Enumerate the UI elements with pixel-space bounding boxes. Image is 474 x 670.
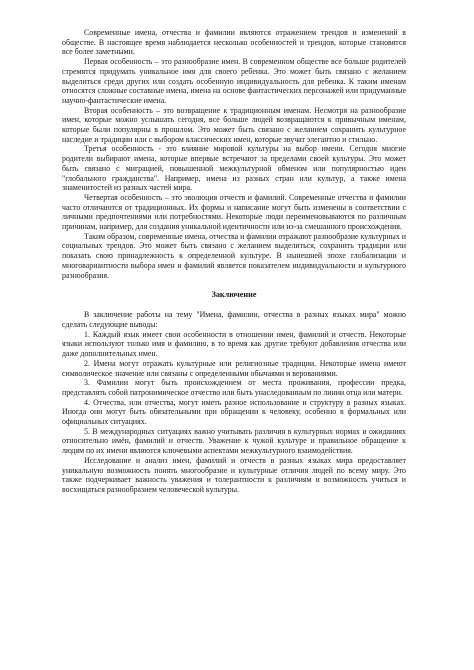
- conclusion-heading: Заключение: [211, 290, 257, 300]
- section-gap: [62, 280, 406, 290]
- conclusion-point-3: 3. Фамилии могут быть происхождением от места проживания, профессии предка, представлять собой патронимическое отчество или быть унаследованным по линии отца или матери.: [62, 378, 406, 397]
- intro-paragraph: Современные имена, отчества и фамилии являются отражением трендов и изменений в обществе. В настоящее время наблюдается несколько особенностей и трендов, которые становятся все более заметными.: [62, 28, 406, 57]
- fourth-feature-paragraph: Четвертая особенность – это эволюция отчеств и фамилий. Современные отчества и фамилии часто отличаются от традиционных. Их формы и написание могут быть изменены в соответствии с личными предпочтениями или потребностями. Некоторые люди переименовываются по различным причинам, например, для создания уникальной идентичности или из-за смешанного происхождения.: [62, 192, 406, 232]
- conclusion-point-4: 4. Отчества, или отчества, могут иметь разное использование и структуру в разных языках. Иногда они могут быть обязательными при обращении к человеку, особенно в формальных или официальных ситуациях.: [62, 397, 406, 427]
- third-feature-paragraph: Третья особенность - это влияние мировой культуры на выбор имени. Сегодня многие родители выбирают имена, которые впервые встречают за пределами своей культуры. Это может быть связано с миграцией, повышенной межкультурной обменом или популярностью идеи "глобального гражданства". Например, имена из разных стран или культур, а также имена знаменитостей из разных частей мира.: [62, 144, 406, 193]
- conclusion-final-paragraph: Исследование и анализ имен, фамилий и отчеств в разных языках мира предоставляет уникальную возможность понять многообразие и культурные отличия людей по всему миру. Это также подчеркивает важность уважения и толерантности к различиям и возможность учиться и восхищаться разнообразием человеческой культуры.: [62, 455, 406, 494]
- conclusion-intro-paragraph: В заключение работы на тему "Имена, фамилии, отчества в разных языках мира" можно сделать следующие выводы:: [62, 310, 406, 329]
- conclusion-point-2: 2. Имена могут отражать культурные или религиозные традиции. Некоторые имена имеют символическое значение или связаны с определенными обычаями и верованиями.: [62, 358, 406, 378]
- second-feature-paragraph: Вторая особенность – это возвращение к традиционным именам. Несмотря на разнообразие имен, которые можно услышать сегодня, все больше людей возвращаются к привычным именам, которые были популярны в прошлом. Это может быть связано с желанием сохранить культурное наследие и традиции или с выбором классических имен, которые звучат элегантно и стильно.: [62, 105, 406, 144]
- conclusion-point-1: 1. Каждый язык имеет свои особенности в отношении имен, фамилий и отчеств. Некоторые языки используют только имя и фамилию, в то время как другие требуют добавления отчества или даже дополнительных имен.: [62, 329, 406, 359]
- summary-paragraph: Таким образом, современные имена, отчества и фамилии отражают разнообразие культурных и социальных трендов. Это может быть связано с желанием выделиться, сохранить традиции или показать свою принадлежность к определенной культуре. В нынешней эпохе глобализации и многовариантности выбора имен и фамилий является показателем индивидуальности и культурного разнообразия.: [62, 231, 406, 280]
- section-gap: [62, 300, 406, 310]
- first-feature-paragraph: Первая особенность – это разнообразие имен. В современном обществе все больше родителей стремятся придумать уникальное имя для своего ребенка. Это может быть связано с желанием выделиться среди других или создать особенную индивидуальность для ребенка. К таким именам относятся сложные составные имена, имена на основе фантастических персонажей или придуманные научно-фантастические имена.: [62, 57, 406, 105]
- conclusion-point-5: 5. В международных ситуациях важно учитывать различия в культурных нормах и ожиданиях относительно имён, фамилий и отчеств. Уважение к чужой культуре и правильное обращение к людям по их имени являются ключевыми аспектами межкультурного взаимодействия.: [62, 426, 406, 456]
